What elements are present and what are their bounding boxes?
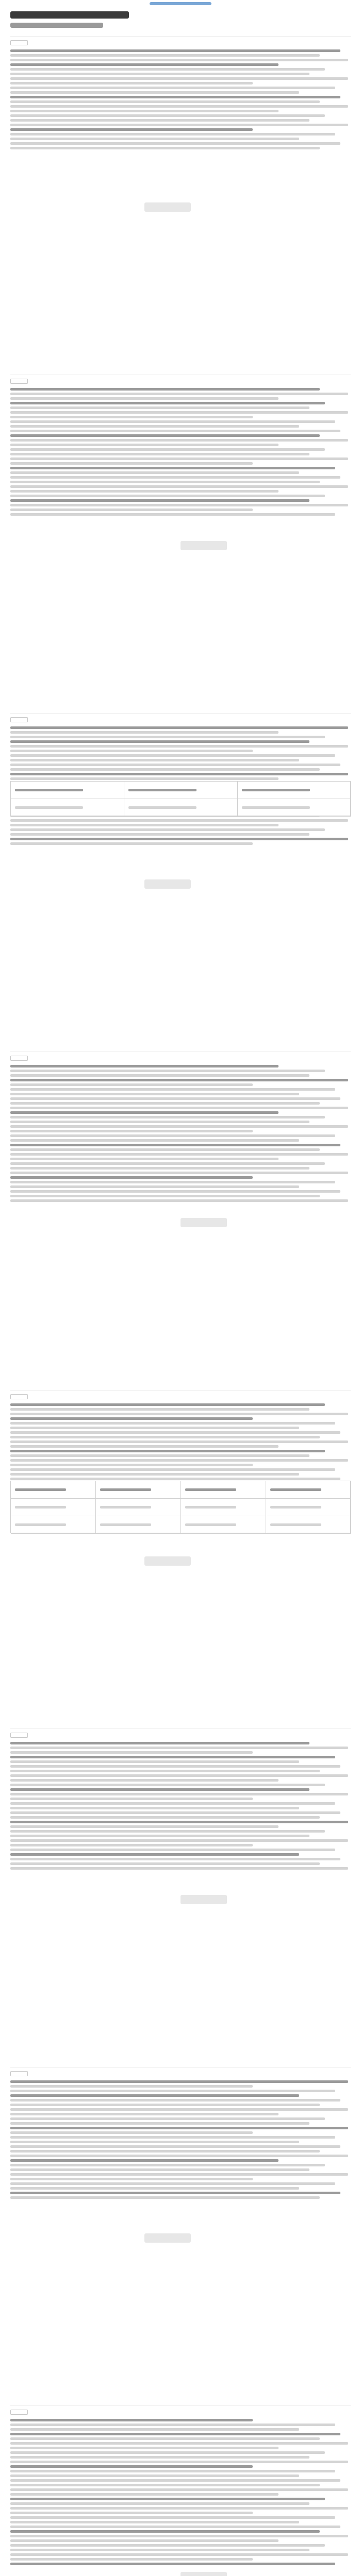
table-cell [181, 1516, 266, 1534]
text-line-placeholder [10, 1798, 253, 1800]
text-line-placeholder [10, 2563, 335, 2565]
text-line-placeholder [10, 1788, 309, 1791]
section-tag [10, 1733, 28, 1738]
text-line-placeholder [10, 1130, 253, 1132]
table-cell-text-placeholder [128, 806, 196, 809]
text-line-placeholder [10, 2451, 325, 2454]
table-cell [11, 1516, 96, 1534]
text-line-placeholder [10, 430, 340, 432]
table-cell-text-placeholder [100, 1523, 151, 1526]
section-tag [10, 40, 28, 45]
section-tag [10, 1394, 28, 1399]
text-line-placeholder [10, 1454, 309, 1457]
text-line-placeholder [10, 2488, 348, 2491]
text-line-placeholder [10, 2456, 309, 2459]
text-line-placeholder [10, 504, 348, 506]
table-cell [181, 1481, 266, 1499]
text-line-placeholder [10, 1464, 253, 1466]
watermark-placeholder [180, 1895, 227, 1904]
text-line-placeholder [10, 2535, 348, 2537]
text-line-placeholder [10, 54, 320, 57]
text-line-placeholder [10, 2424, 335, 2426]
text-line-placeholder [10, 1158, 278, 1160]
text-line-placeholder [10, 147, 320, 149]
table-cell [238, 799, 351, 817]
text-line-placeholder [10, 1144, 340, 1146]
table-cell [11, 782, 124, 799]
table-cell [11, 1481, 96, 1499]
table-cell-text-placeholder [270, 1523, 321, 1526]
text-line-placeholder [10, 1853, 299, 1856]
watermark-placeholder [144, 202, 191, 212]
text-line-placeholder [10, 499, 309, 502]
text-line-placeholder [10, 2080, 348, 2083]
text-line-placeholder [10, 1756, 335, 1758]
table-cell-text-placeholder [270, 1488, 321, 1491]
solution-section [10, 1052, 351, 1385]
text-line-placeholder [10, 59, 348, 61]
text-line-placeholder [10, 1413, 348, 1415]
text-line-placeholder [10, 453, 309, 455]
text-line-placeholder [10, 1793, 348, 1795]
text-line-placeholder [10, 397, 278, 400]
text-line-placeholder [10, 119, 309, 122]
solution-section [10, 2067, 351, 2400]
text-line-placeholder [10, 1417, 253, 1420]
text-line-placeholder [10, 96, 340, 98]
text-line-placeholder [10, 138, 299, 140]
text-line-placeholder [10, 1830, 325, 1833]
text-line-placeholder [10, 1478, 340, 1480]
text-line-placeholder [10, 1445, 278, 1448]
text-line-placeholder [10, 105, 348, 108]
text-line-placeholder [10, 2159, 278, 2162]
text-line-placeholder [10, 1199, 348, 1202]
text-line-placeholder [10, 77, 348, 80]
page-subtitle-placeholder [10, 23, 103, 28]
section-divider [10, 1728, 351, 1729]
text-line-placeholder [10, 1770, 320, 1772]
text-line-placeholder [10, 1779, 278, 1782]
text-line-placeholder [10, 1408, 309, 1411]
text-line-placeholder [10, 2442, 348, 2445]
text-line-placeholder [10, 1111, 278, 1114]
text-line-placeholder [10, 1065, 278, 1067]
solution-section [10, 375, 351, 708]
table-cell-text-placeholder [185, 1506, 236, 1509]
text-line-placeholder [10, 1121, 309, 1123]
text-line-placeholder [10, 777, 278, 780]
text-line-placeholder [10, 68, 325, 71]
text-line-placeholder [10, 2094, 299, 2097]
text-line-placeholder [10, 2192, 340, 2194]
text-line-placeholder [10, 91, 299, 94]
text-line-placeholder [10, 1167, 309, 1170]
text-line-placeholder [10, 2196, 320, 2199]
text-line-placeholder [10, 1816, 320, 1819]
text-line-placeholder [10, 2433, 340, 2435]
solution-section [10, 1390, 351, 1723]
text-line-placeholder [10, 1116, 325, 1118]
text-line-placeholder [10, 82, 253, 84]
text-line-placeholder [10, 2470, 335, 2472]
section-tag [10, 1056, 28, 1061]
table-cell-text-placeholder [100, 1488, 151, 1491]
text-line-placeholder [10, 411, 348, 414]
table-cell [96, 1481, 181, 1499]
watermark-placeholder [180, 1218, 227, 1227]
text-line-placeholder [10, 2539, 278, 2542]
text-line-placeholder [10, 1747, 348, 1749]
text-line-placeholder [10, 2117, 325, 2120]
text-line-placeholder [10, 1765, 340, 1768]
text-line-placeholder [10, 1849, 335, 1851]
text-line-placeholder [10, 731, 278, 734]
table-cell [266, 1481, 351, 1499]
text-line-placeholder [10, 2558, 253, 2561]
text-line-placeholder [10, 2484, 320, 2486]
text-line-placeholder [10, 416, 253, 418]
table-cell-text-placeholder [15, 806, 83, 809]
text-line-placeholder [10, 759, 299, 761]
text-line-placeholder [10, 750, 253, 752]
text-line-placeholder [10, 1431, 340, 1434]
text-line-placeholder [10, 1760, 299, 1763]
section-divider [10, 1390, 351, 1391]
text-line-placeholder [10, 467, 335, 469]
text-line-placeholder [10, 2479, 340, 2482]
table-cell-text-placeholder [100, 1506, 151, 1509]
text-line-placeholder [10, 439, 348, 442]
text-line-placeholder [10, 1070, 325, 1072]
text-line-placeholder [10, 2507, 348, 2510]
table-cell-text-placeholder [185, 1523, 236, 1526]
text-line-placeholder [10, 462, 253, 465]
text-line-placeholder [10, 434, 320, 437]
text-line-placeholder [10, 2173, 348, 2176]
text-line-placeholder [10, 833, 309, 836]
text-line-placeholder [10, 425, 299, 428]
text-line-placeholder [10, 2164, 325, 2166]
text-line-placeholder [10, 2182, 335, 2185]
text-line-placeholder [10, 768, 320, 771]
text-line-placeholder [10, 420, 335, 423]
table-cell [124, 799, 238, 817]
text-line-placeholder [10, 73, 309, 75]
text-line-placeholder [10, 819, 348, 822]
watermark-placeholder [144, 879, 191, 889]
table-cell-text-placeholder [242, 789, 310, 791]
text-line-placeholder [10, 444, 278, 446]
text-line-placeholder [10, 87, 335, 89]
text-line-placeholder [10, 49, 340, 52]
text-line-placeholder [10, 2512, 253, 2514]
text-line-placeholder [10, 2544, 325, 2547]
text-line-placeholder [10, 1093, 299, 1095]
text-line-placeholder [10, 490, 278, 493]
watermark-placeholder [180, 541, 227, 550]
text-line-placeholder [10, 2498, 325, 2500]
text-line-placeholder [10, 2475, 299, 2477]
text-line-placeholder [10, 1422, 335, 1425]
text-line-placeholder [10, 842, 253, 845]
text-line-placeholder [10, 1835, 309, 1837]
text-line-placeholder [10, 1811, 340, 1814]
text-line-placeholder [10, 1403, 325, 1406]
text-line-placeholder [10, 745, 348, 748]
text-line-placeholder [10, 142, 340, 145]
solution-section [10, 36, 351, 369]
text-line-placeholder [10, 1134, 335, 1137]
table-cell-text-placeholder [15, 1523, 66, 1526]
text-line-placeholder [10, 726, 348, 729]
text-line-placeholder [10, 1102, 320, 1105]
watermark-placeholder [144, 2233, 191, 2243]
table-cell [124, 782, 238, 799]
table-cell-text-placeholder [15, 789, 83, 791]
top-link-bar[interactable] [150, 2, 211, 5]
text-line-placeholder [10, 2085, 253, 2088]
text-line-placeholder [10, 1440, 348, 1443]
text-line-placeholder [10, 828, 325, 831]
text-line-placeholder [10, 1195, 320, 1197]
text-line-placeholder [10, 1172, 348, 1174]
solution-section [10, 2405, 351, 2576]
section-divider [10, 36, 351, 37]
text-line-placeholder [10, 2553, 348, 2556]
table-cell-text-placeholder [270, 1506, 321, 1509]
text-line-placeholder [10, 2502, 309, 2505]
text-line-placeholder [10, 133, 335, 135]
text-line-placeholder [10, 1807, 299, 1809]
section-tag [10, 717, 28, 722]
section-tag [10, 379, 28, 384]
text-line-placeholder [10, 2419, 253, 2421]
text-line-placeholder [10, 1139, 299, 1142]
text-line-placeholder [10, 1774, 348, 1777]
text-line-placeholder [10, 2108, 348, 2111]
text-line-placeholder [10, 128, 253, 131]
text-line-placeholder [10, 773, 348, 775]
text-line-placeholder [10, 485, 348, 488]
text-line-placeholder [10, 114, 325, 117]
text-line-placeholder [10, 2461, 348, 2463]
text-line-placeholder [10, 1459, 348, 1462]
text-line-placeholder [10, 1083, 253, 1086]
text-line-placeholder [10, 495, 325, 497]
text-line-placeholder [10, 2090, 335, 2092]
text-line-placeholder [10, 1176, 253, 1179]
text-line-placeholder [10, 388, 320, 391]
text-line-placeholder [10, 2150, 320, 2153]
text-line-placeholder [10, 1825, 278, 1828]
text-line-placeholder [10, 2526, 340, 2528]
text-line-placeholder [10, 1107, 348, 1109]
text-line-placeholder [10, 1190, 340, 1193]
table-placeholder [10, 1481, 351, 1533]
table-cell [11, 799, 124, 817]
text-line-placeholder [10, 1162, 325, 1165]
text-line-placeholder [10, 1802, 335, 1805]
text-line-placeholder [10, 2099, 340, 2102]
text-line-placeholder [10, 754, 335, 757]
table-cell [11, 1499, 96, 1516]
text-line-placeholder [10, 448, 325, 451]
text-line-placeholder [10, 740, 309, 743]
text-line-placeholder [10, 1844, 253, 1846]
table-cell-text-placeholder [128, 789, 196, 791]
text-line-placeholder [10, 1473, 299, 1476]
text-line-placeholder [10, 2178, 253, 2180]
text-line-placeholder [10, 1839, 348, 1842]
text-line-placeholder [10, 63, 278, 66]
solution-section [10, 1728, 351, 2062]
table-cell [266, 1516, 351, 1534]
text-line-placeholder [10, 1862, 320, 1865]
text-line-placeholder [10, 513, 335, 516]
text-line-placeholder [10, 2521, 299, 2523]
solution-section [10, 713, 351, 1046]
text-line-placeholder [10, 1079, 348, 1081]
section-divider [10, 2405, 351, 2406]
text-line-placeholder [10, 1088, 335, 1091]
text-line-placeholder [10, 2136, 335, 2139]
text-line-placeholder [10, 2516, 335, 2519]
text-line-placeholder [10, 2122, 309, 2125]
text-line-placeholder [10, 2127, 348, 2129]
text-line-placeholder [10, 2168, 309, 2171]
text-line-placeholder [10, 110, 278, 112]
table-cell [266, 1499, 351, 1516]
text-line-placeholder [10, 2141, 299, 2143]
text-line-placeholder [10, 471, 299, 474]
text-line-placeholder [10, 1181, 335, 1183]
text-line-placeholder [10, 2131, 253, 2134]
text-line-placeholder [10, 1185, 299, 1188]
text-line-placeholder [10, 1821, 348, 1823]
text-line-placeholder [10, 509, 253, 511]
table-cell-text-placeholder [185, 1488, 236, 1491]
text-line-placeholder [10, 402, 325, 404]
table-cell-text-placeholder [15, 1488, 66, 1491]
table-cell [96, 1516, 181, 1534]
table-cell-text-placeholder [242, 806, 310, 809]
text-line-placeholder [10, 1450, 325, 1452]
text-line-placeholder [10, 1436, 320, 1438]
text-line-placeholder [10, 824, 278, 826]
text-line-placeholder [10, 1148, 320, 1151]
text-line-placeholder [10, 2155, 348, 2157]
table-cell [96, 1499, 181, 1516]
text-line-placeholder [10, 2447, 278, 2449]
text-line-placeholder [10, 2187, 299, 2190]
text-line-placeholder [10, 100, 320, 103]
text-line-placeholder [10, 1867, 348, 1870]
text-line-placeholder [10, 1125, 348, 1128]
text-line-placeholder [10, 2549, 309, 2551]
text-line-placeholder [10, 1427, 299, 1429]
text-line-placeholder [10, 2465, 253, 2468]
text-line-placeholder [10, 457, 348, 460]
text-line-placeholder [10, 1097, 340, 1100]
text-line-placeholder [10, 1153, 348, 1156]
text-line-placeholder [10, 838, 348, 840]
text-line-placeholder [10, 2530, 320, 2533]
text-line-placeholder [10, 406, 309, 409]
top-link[interactable] [0, 2, 361, 7]
text-line-placeholder [10, 1784, 325, 1786]
table-cell [238, 782, 351, 799]
text-line-placeholder [10, 1858, 340, 1860]
table-cell-text-placeholder [15, 1506, 66, 1509]
text-line-placeholder [10, 2428, 299, 2431]
text-line-placeholder [10, 764, 340, 766]
text-line-placeholder [10, 736, 325, 738]
watermark-placeholder [180, 2572, 227, 2576]
text-line-placeholder [10, 1074, 309, 1077]
section-tag [10, 2410, 28, 2415]
section-divider [10, 713, 351, 714]
table-placeholder [10, 781, 351, 816]
table-cell [181, 1499, 266, 1516]
text-line-placeholder [10, 2113, 278, 2115]
text-line-placeholder [10, 124, 348, 126]
text-line-placeholder [10, 393, 348, 395]
watermark-placeholder [144, 1556, 191, 1566]
text-line-placeholder [10, 1468, 335, 1471]
page-title-placeholder [10, 11, 129, 19]
text-line-placeholder [10, 476, 340, 479]
text-line-placeholder [10, 481, 320, 483]
text-line-placeholder [10, 1751, 253, 1754]
text-line-placeholder [10, 2493, 278, 2496]
text-line-placeholder [10, 1742, 309, 1744]
section-tag [10, 2071, 28, 2076]
text-line-placeholder [10, 2437, 320, 2440]
text-line-placeholder [10, 2145, 340, 2148]
text-line-placeholder [10, 2104, 320, 2106]
